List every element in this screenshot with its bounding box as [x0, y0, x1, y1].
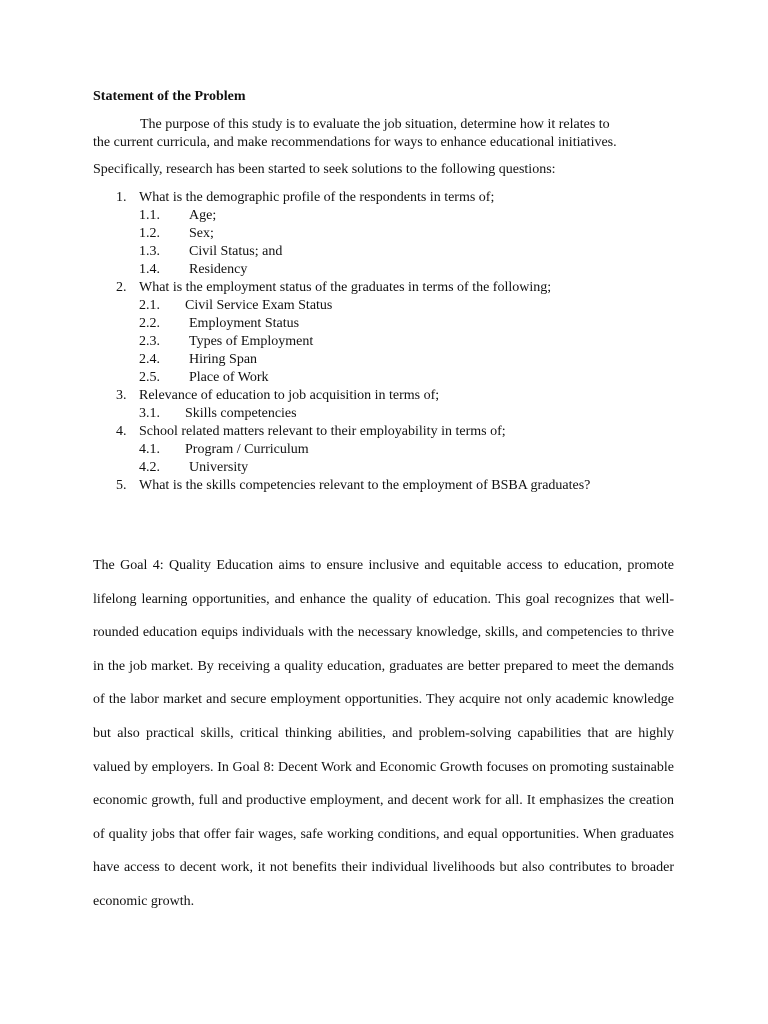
- question-text: Relevance of education to job acquisition in terms of;: [139, 388, 440, 403]
- intro-line: The purpose of this study is to evaluate the job situation, determine how it relates to: [140, 117, 610, 132]
- sub-question-text: Hiring Span: [189, 352, 258, 367]
- question-text: What is the employment status of the graduates in terms of the following;: [139, 280, 552, 295]
- sub-question-number: 4.1.: [139, 442, 160, 457]
- sub-question-text: Program / Curriculum: [185, 442, 309, 457]
- sub-question-number: 2.1.: [139, 298, 160, 313]
- section-heading: Statement of the Problem: [93, 89, 246, 104]
- question-number: 1.: [116, 190, 127, 205]
- sub-question-text: Employment Status: [189, 316, 300, 331]
- sub-question-item: [93, 441, 590, 459]
- sub-question-item: [93, 315, 590, 333]
- sub-question-text: University: [189, 460, 249, 475]
- sub-question-list: [93, 297, 590, 387]
- question-number: 4.: [116, 424, 127, 439]
- sub-question-number: 1.2.: [139, 226, 160, 241]
- specifically-sentence: Specifically, research has been started to seek solutions to the following questions:: [93, 162, 556, 177]
- sub-question-number: 4.2.: [139, 460, 160, 475]
- sub-question-number: 2.2.: [139, 316, 160, 331]
- sub-question-text: Age;: [189, 208, 217, 223]
- goal-paragraph: The Goal 4: Quality Education aims to ensure inclusive and equitable access to education, promote lifelong learning opportunities, and enhance the quality of education. This goal recognizes that well-rounded education equips individuals with the necessary knowledge, skills, and competencies to thrive in the job market. By receiving a quality education, graduates are better prepared to meet the demands of the labor market and secure employment opportunities. They acquire not only academic knowledge but also practical skills, critical thinking abilities, and problem-solving capabilities that are highly valued by employers. In Goal 8: Decent Work and Economic Growth focuses on promoting sustainable economic growth, full and productive employment, and decent work for all. It emphasizes the creation of quality jobs that offer fair wages, safe working conditions, and equal opportunities. When graduates have access to decent work, it not benefits their individual livelihoods but also contributes to broader economic growth.: [93, 558, 674, 909]
- research-questions-list: [93, 189, 590, 495]
- question-item: [93, 477, 590, 495]
- sub-question-list: [93, 405, 590, 423]
- sub-question-text: Sex;: [189, 226, 214, 241]
- sub-question-number: 2.4.: [139, 352, 160, 367]
- sub-question-number: 3.1.: [139, 406, 160, 421]
- sub-question-number: 1.1.: [139, 208, 160, 223]
- sub-question-item: [93, 351, 590, 369]
- sub-question-item: [93, 333, 590, 351]
- sub-question-list: [93, 207, 590, 279]
- sub-question-item: [93, 459, 590, 477]
- sub-question-item: [93, 297, 590, 315]
- sub-question-text: Civil Service Exam Status: [185, 298, 333, 313]
- sub-question-item: [93, 225, 590, 243]
- sub-question-number: 2.5.: [139, 370, 160, 385]
- question-item: [93, 387, 590, 423]
- sub-question-number: 1.3.: [139, 244, 160, 259]
- sub-question-item: [93, 369, 590, 387]
- sub-question-item: [93, 243, 590, 261]
- question-number: 5.: [116, 478, 127, 493]
- sub-question-text: Types of Employment: [189, 334, 314, 349]
- question-item: [93, 189, 590, 279]
- sub-question-text: Residency: [189, 262, 248, 277]
- question-number: 2.: [116, 280, 127, 295]
- sub-question-text: Civil Status; and: [189, 244, 283, 259]
- intro-paragraph: [93, 116, 683, 152]
- sub-question-number: 1.4.: [139, 262, 160, 277]
- sub-question-item: [93, 261, 590, 279]
- question-text: What is the demographic profile of the respondents in terms of;: [139, 190, 495, 205]
- question-number: 3.: [116, 388, 127, 403]
- question-text: What is the skills competencies relevant to the employment of BSBA graduates?: [139, 478, 591, 493]
- sub-question-item: [93, 405, 590, 423]
- sub-question-text: Skills competencies: [185, 406, 297, 421]
- sub-question-list: [93, 441, 590, 477]
- question-item: [93, 279, 590, 387]
- question-item: [93, 423, 590, 477]
- sub-question-text: Place of Work: [189, 370, 269, 385]
- sub-question-number: 2.3.: [139, 334, 160, 349]
- intro-line: the current curricula, and make recommendations for ways to enhance educational initiatives.: [93, 135, 617, 150]
- question-text: School related matters relevant to their employability in terms of;: [139, 424, 506, 439]
- sub-question-item: [93, 207, 590, 225]
